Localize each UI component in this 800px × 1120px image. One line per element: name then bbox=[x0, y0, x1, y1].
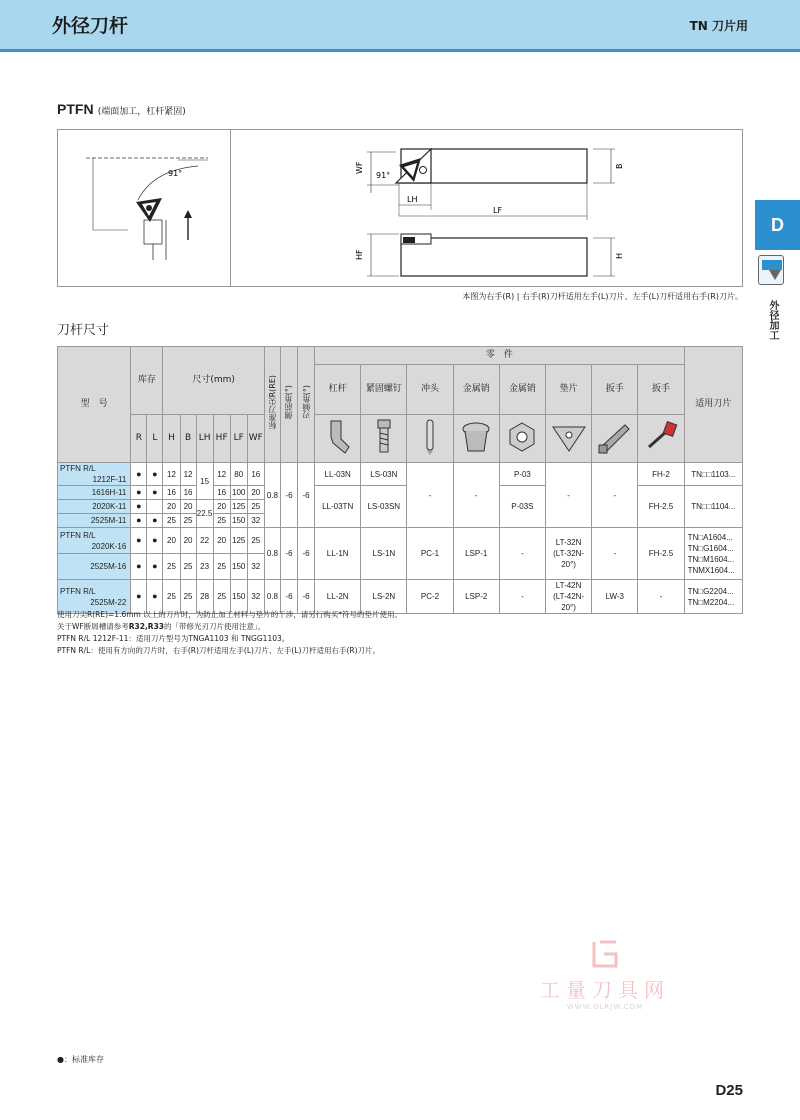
page-title: 外径刀杆 bbox=[52, 15, 129, 37]
h-dim-lh: LH bbox=[196, 415, 213, 463]
h-dim-lf: LF bbox=[230, 415, 247, 463]
h-stock-r: R bbox=[131, 415, 147, 463]
h-dim-wf: WF bbox=[247, 415, 264, 463]
model-desc: (端面加工，杠杆紧固) bbox=[97, 107, 186, 117]
wf-label: WF bbox=[355, 161, 364, 174]
lf-label: LF bbox=[493, 206, 503, 215]
watermark-text: 工量刀具网 bbox=[540, 978, 670, 1002]
table-row: 2525M-16 ● ● 25 25 23 25 150 32 bbox=[58, 554, 743, 580]
footnotes bbox=[57, 609, 402, 657]
table-row: 2020K-11 ● 20 20 22.5 20 125 25 bbox=[58, 500, 743, 514]
h-size: 尺寸(mm) bbox=[163, 347, 264, 415]
h-part-wrench2: 扳手 bbox=[638, 365, 684, 415]
h-stock: 库存 bbox=[131, 347, 163, 415]
angle-label: 91° bbox=[168, 169, 183, 178]
h-part-pin2: 金属销 bbox=[499, 365, 545, 415]
table-row: 2525M-11 ● ● 25 25 25 150 32 bbox=[58, 514, 743, 528]
footnote-4: PTFN R/L：使用有方向的刀片时，右手(R)刀杆适用左手(L)刀片、左手(L)刀杆适用右手(R)刀片。 bbox=[57, 646, 381, 655]
turning-icon bbox=[758, 255, 784, 285]
holder-spec-table bbox=[57, 346, 743, 614]
model-title bbox=[57, 101, 186, 118]
h-side-angle: 侧前角(°) bbox=[284, 385, 294, 420]
h-re: 标准刀尖R(RE) bbox=[267, 375, 277, 430]
h-part-shim: 垫片 bbox=[546, 365, 592, 415]
pin-nut-icon bbox=[499, 415, 545, 463]
table-row: PTFN R/L 2525M-22 ● ● 25 25 28 25 150 32 0.8 -6 -6 LL-2N LS-2N PC-2 LSP-2 - LT-42N (LT-42N-20°) LW-3 - TN□G2204... TN□M2204... bbox=[58, 580, 743, 614]
watermark-logo-icon bbox=[590, 940, 620, 968]
shim-icon bbox=[546, 415, 592, 463]
h-incl-angle: 刃倾角(°) bbox=[301, 385, 311, 420]
h-label: H bbox=[615, 252, 624, 259]
page-number: D25 bbox=[715, 1082, 743, 1099]
h-stock-l: L bbox=[147, 415, 163, 463]
h-dim-b: B bbox=[180, 415, 196, 463]
hf-label: HF bbox=[355, 249, 364, 260]
punch-icon bbox=[407, 415, 453, 463]
hex-key-icon bbox=[592, 415, 638, 463]
page-subtitle: TN 刀片用 bbox=[689, 19, 748, 33]
application-diagram bbox=[58, 130, 230, 286]
h-model: 型 号 bbox=[58, 347, 131, 463]
tool-diagram bbox=[57, 129, 743, 287]
h-part-pin1: 金属销 bbox=[453, 365, 499, 415]
table-row: PTFN R/L 2020K-16 ● ● 20 20 22 20 125 25 0.8 -6 -6 LL-1N LS-1N PC-1 LSP-1 - LT-32N (LT-32N-20°) - FH-2.5 TN□A1604... TN□G1604... TN□M1604... TNMX1604... bbox=[58, 528, 743, 554]
chapter-label: 外径加工 bbox=[767, 300, 778, 340]
h-dim-h: H bbox=[163, 415, 180, 463]
pin-icon bbox=[453, 415, 499, 463]
footnote-3: PTFN R/L 1212F-11：适用刀片型号为TNGA1103 和 TNGG1103。 bbox=[57, 634, 290, 643]
lever-icon bbox=[315, 415, 361, 463]
torx-wrench-icon bbox=[638, 415, 684, 463]
section-title: 刀杆尺寸 bbox=[57, 323, 110, 338]
watermark bbox=[535, 940, 675, 1011]
lh-label: LH bbox=[407, 195, 418, 204]
chapter-tab: D bbox=[755, 200, 800, 250]
model-code: PTFN bbox=[57, 101, 94, 117]
screw-icon bbox=[361, 415, 407, 463]
b-label: B bbox=[615, 163, 624, 169]
stock-legend: ●：标准库存 bbox=[57, 1055, 104, 1064]
footnote-2: 关于WF断屑槽请参考R32,R33的「带修光刃刀片使用注意」。 bbox=[57, 622, 266, 631]
angle-label-2: 91° bbox=[376, 171, 391, 180]
footnote-1: 使用刀尖R(RE)=1.6mm 以上的刀片时，为防止加工材料与垫片的干涉，请另行购买*符号的垫片使用。 bbox=[57, 610, 402, 619]
h-part-screw: 紧固螺钉 bbox=[361, 365, 407, 415]
h-insert: 适用刀片 bbox=[684, 347, 742, 463]
page-header bbox=[0, 0, 800, 52]
holder-drawing bbox=[231, 130, 743, 286]
table-row: PTFN R/L 1212F-11 ● ● 12 12 15 12 80 16 0.8 -6 -6 LL-03N LS-03N - - P-03 - - FH-2 TN□□1103... bbox=[58, 463, 743, 486]
h-part-lever: 杠杆 bbox=[315, 365, 361, 415]
h-part-wrench1: 扳手 bbox=[592, 365, 638, 415]
h-part-punch: 冲头 bbox=[407, 365, 453, 415]
table-row: 1616H-11 ● ● 16 16 16 100 20 LL-03TN LS-03SN P-03S FH-2.5 TN□□1104... bbox=[58, 486, 743, 500]
watermark-url: WWW.GLRJW.COM bbox=[566, 1003, 644, 1011]
h-parts: 零 件 bbox=[315, 347, 685, 365]
handedness-note: 本图为右手(R) | 右手(R)刀杆适用左手(L)刀片、左手(L)刀杆适用右手(R)刀片。 bbox=[462, 292, 743, 301]
h-dim-hf: HF bbox=[213, 415, 230, 463]
